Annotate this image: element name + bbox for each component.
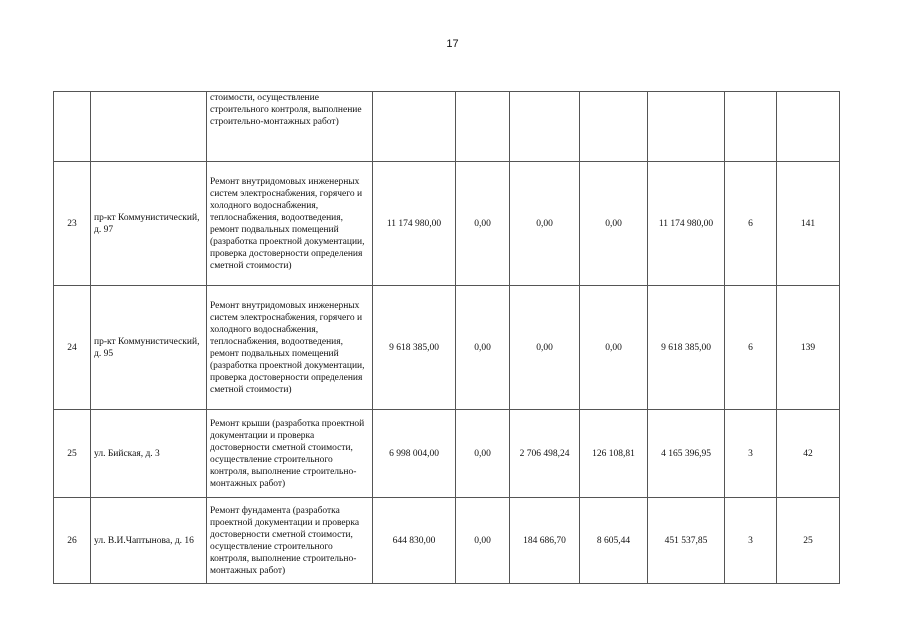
row-fund-amount: 0,00 xyxy=(456,286,510,410)
row-fund-amount: 0,00 xyxy=(456,498,510,584)
table-row xyxy=(54,498,840,584)
row-owners-amount: 9 618 385,00 xyxy=(648,286,725,410)
row-count: 25 xyxy=(777,498,840,584)
row-local-amount: 0,00 xyxy=(580,286,648,410)
row-address xyxy=(91,92,207,162)
row-count xyxy=(777,92,840,162)
row-term: 3 xyxy=(725,410,777,498)
row-term: 6 xyxy=(725,286,777,410)
row-total-cost xyxy=(373,92,456,162)
works-table xyxy=(53,91,840,584)
row-number xyxy=(54,92,91,162)
row-work-description: Ремонт фундамента (разработка проектной документации и проверка достоверности сметной стоимости, осуществление строительного контроля, выполнение строительно-монтажных работ) xyxy=(207,498,373,584)
row-fund-amount: 0,00 xyxy=(456,162,510,286)
row-total-cost: 9 618 385,00 xyxy=(373,286,456,410)
row-local-amount xyxy=(580,92,648,162)
row-total-cost: 644 830,00 xyxy=(373,498,456,584)
table-row xyxy=(54,92,840,162)
page-number: 17 xyxy=(446,38,459,50)
row-work-description: Ремонт внутридомовых инженерных систем электроснабжения, горячего и холодного водоснабжения, теплоснабжения, водоотведения, ремонт подвальных помещений (разработка проектной документации, проверка достоверности определения сметной стоимости) xyxy=(207,286,373,410)
row-owners-amount: 4 165 396,95 xyxy=(648,410,725,498)
row-fund-amount xyxy=(456,92,510,162)
row-term: 3 xyxy=(725,498,777,584)
row-total-cost: 11 174 980,00 xyxy=(373,162,456,286)
row-address: пр-кт Коммунистический, д. 95 xyxy=(91,286,207,410)
row-number: 24 xyxy=(54,286,91,410)
row-local-amount: 0,00 xyxy=(580,162,648,286)
row-owners-amount: 451 537,85 xyxy=(648,498,725,584)
row-count: 42 xyxy=(777,410,840,498)
row-region-amount: 0,00 xyxy=(510,286,580,410)
row-region-amount xyxy=(510,92,580,162)
row-local-amount: 8 605,44 xyxy=(580,498,648,584)
row-address: ул. В.И.Чаптынова, д. 16 xyxy=(91,498,207,584)
row-total-cost: 6 998 004,00 xyxy=(373,410,456,498)
row-number: 23 xyxy=(54,162,91,286)
row-number: 25 xyxy=(54,410,91,498)
table-row xyxy=(54,162,840,286)
row-region-amount: 184 686,70 xyxy=(510,498,580,584)
row-owners-amount xyxy=(648,92,725,162)
row-term: 6 xyxy=(725,162,777,286)
row-work-description: стоимости, осуществление строительного контроля, выполнение строительно-монтажных работ) xyxy=(207,92,373,162)
table-row xyxy=(54,410,840,498)
row-address: ул. Бийская, д. 3 xyxy=(91,410,207,498)
row-fund-amount: 0,00 xyxy=(456,410,510,498)
row-work-description: Ремонт внутридомовых инженерных систем электроснабжения, горячего и холодного водоснабжения, теплоснабжения, водоотведения, ремонт подвальных помещений (разработка проектной документации, проверка достоверности определения сметной стоимости) xyxy=(207,162,373,286)
row-count: 139 xyxy=(777,286,840,410)
row-local-amount: 126 108,81 xyxy=(580,410,648,498)
row-region-amount: 2 706 498,24 xyxy=(510,410,580,498)
row-owners-amount: 11 174 980,00 xyxy=(648,162,725,286)
row-address: пр-кт Коммунистический, д. 97 xyxy=(91,162,207,286)
row-term xyxy=(725,92,777,162)
row-count: 141 xyxy=(777,162,840,286)
table-row xyxy=(54,286,840,410)
row-work-description: Ремонт крыши (разработка проектной документации и проверка достоверности сметной стоимости, осуществление строительного контроля, выполнение строительно-монтажных работ) xyxy=(207,410,373,498)
row-number: 26 xyxy=(54,498,91,584)
row-region-amount: 0,00 xyxy=(510,162,580,286)
